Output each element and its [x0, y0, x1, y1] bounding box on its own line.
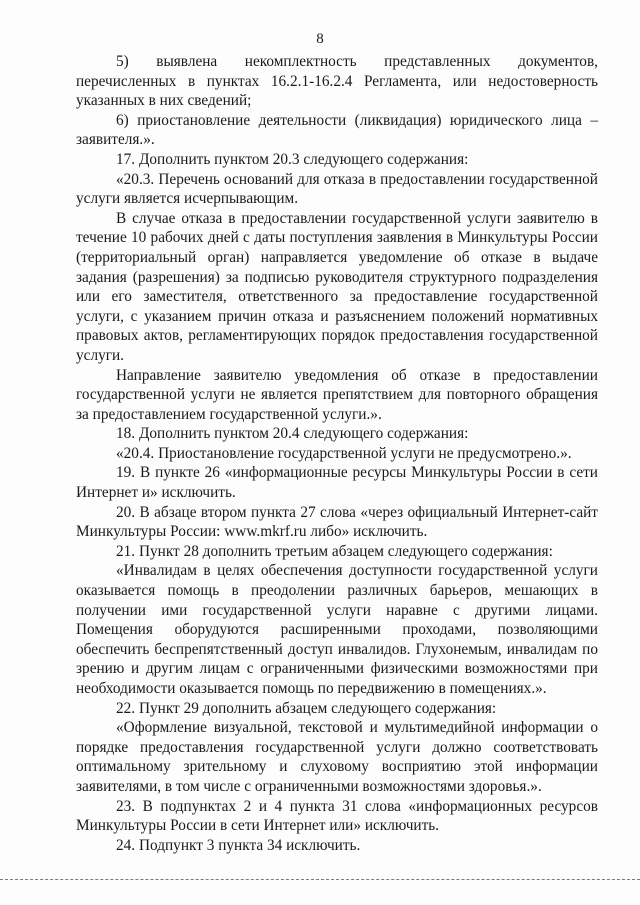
paragraph: «20.4. Приостановление государственной услуги не предусмотрено.».	[116, 444, 572, 462]
document-body	[76, 52, 598, 855]
paragraph: 22. Пункт 29 дополнить абзацем следующего содержания:	[116, 699, 497, 717]
paragraph: «Оформление визуальной, текстовой и мультимедийной информации о порядке предоставления государственной услуги должно соответствовать оптимальному зрительному и слуховому восприятию этой информации заявителями, в том числе с ограниченными возможностями здоровья.».	[76, 719, 598, 795]
paragraph: 21. Пункт 28 дополнить третьим абзацем следующего содержания:	[116, 542, 553, 560]
paragraph: 5) выявлена некомплектность представленных документов, перечисленных в пунктах 16.2.1-16.2.4 Регламента, или недостоверность указанных в них сведений;	[76, 53, 598, 110]
paragraph: «20.3. Перечень оснований для отказа в предоставлении государственной услуги является исчерпывающим.	[76, 170, 598, 208]
paragraph: 18. Дополнить пунктом 20.4 следующего содержания:	[116, 425, 469, 443]
paragraph: 20. В абзаце втором пункта 27 слова «через официальный Интернет-сайт Минкультуры России: www.mkrf.ru либо» исключить.	[76, 503, 598, 541]
paragraph: 24. Подпункт 3 пункта 34 исключить.	[116, 836, 361, 854]
paragraph: 19. В пункте 26 «информационные ресурсы Минкультуры России в сети Интернет и» исключить.	[76, 464, 598, 502]
paragraph: «Инвалидам в целях обеспечения доступности государственной услуги оказывается помощь в преодолении различных барьеров, мешающих в получении ими государственной услуги наравне с другими лицами. Помещения оборудуются расширенными проходами, позволяющими обеспечить беспрепятственный доступ инвалидов. Глухонемым, инвалидам по зрению и другим лицам с ограниченными физическими возможностями при необходимости оказывается помощь по передвижению в помещениях.».	[76, 562, 598, 697]
paragraph: 23. В подпунктах 2 и 4 пункта 31 слова «информационных ресурсов Минкультуры России в сети Интернет или» исключить.	[76, 797, 598, 835]
paragraph: 6) приостановление деятельности (ликвидация) юридического лица – заявителя.».	[76, 111, 598, 149]
paragraph: 17. Дополнить пунктом 20.3 следующего содержания:	[116, 150, 469, 168]
page-number: 8	[316, 31, 324, 47]
paragraph: Направление заявителю уведомления об отказе в предоставлении государственной услуги не является препятствием для повторного обращения за предоставлением государственной услуги.».	[76, 366, 598, 423]
scan-edge-line	[0, 879, 640, 880]
paragraph: В случае отказа в предоставлении государственной услуги заявителю в течение 10 рабочих дней с даты поступления заявления в Минкультуры России (территориальный орган) направляется уведомление об отказе в выдаче задания (разрешения) за подписью руководителя структурного подразделения или его заместителя, ответственного за предоставление государственной услуги, с указанием причин отказа и разъяснением положений нормативных правовых актов, регламентирующих порядок предоставления государственной услуги.	[76, 209, 598, 364]
